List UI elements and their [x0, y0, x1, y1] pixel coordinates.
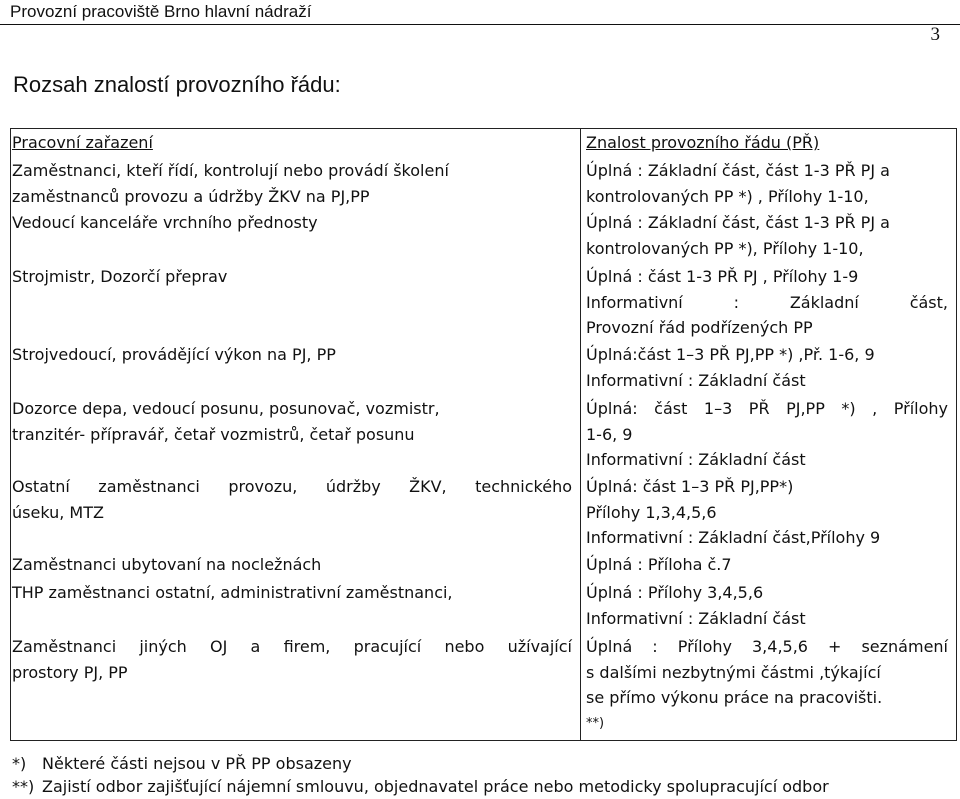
- document-title: Rozsah znalostí provozního řádu:: [13, 72, 341, 97]
- table-row-0-knowledge: [586, 158, 948, 209]
- knowledge-line: Úplná : Základní část, část 1-3 PŘ PJ a: [586, 161, 890, 180]
- role-line: Strojmistr, Dozorčí přeprav: [12, 267, 228, 286]
- table-row-6-role: [12, 552, 572, 578]
- knowledge-line: **): [586, 715, 605, 731]
- column-header-role-text: Pracovní zařazení: [12, 133, 153, 152]
- role-line: THP zaměstnanci ostatní, administrativní zaměstnanci,: [12, 583, 453, 602]
- column-header-knowledge-text: Znalost provozního řádu (PŘ): [586, 133, 820, 152]
- knowledge-line: kontrolovaných PP *), Přílohy 1-10,: [586, 238, 864, 258]
- table-row-3-role: [12, 342, 572, 368]
- header-rule: [0, 24, 960, 25]
- table-row-5-knowledge: [586, 474, 948, 551]
- knowledge-line: Úplná:část 1–3 PŘ PJ,PP *) ,Př. 1-6, 9: [586, 345, 875, 364]
- table-row-3-knowledge: [586, 342, 948, 393]
- table-row-4-knowledge: [586, 396, 948, 473]
- knowledge-line: Úplná: část 1–3 PŘ PJ,PP *) , Přílohy: [586, 399, 948, 418]
- footnote-1: [12, 753, 352, 775]
- table-row-2-knowledge: [586, 264, 948, 341]
- table-row-2-role: [12, 264, 572, 290]
- knowledge-line: s dalšími nezbytnými částmi ,týkající: [586, 662, 881, 682]
- table-row-4-role: [12, 396, 572, 447]
- knowledge-line: kontrolovaných PP *) , Přílohy 1-10,: [586, 186, 869, 206]
- footnote-mark: *): [12, 754, 27, 773]
- role-line: Zaměstnanci ubytovaní na nocležnách: [12, 555, 322, 574]
- column-divider: [580, 128, 581, 741]
- knowledge-line: Přílohy 1,3,4,5,6: [586, 502, 717, 522]
- page-number: 3: [930, 24, 940, 45]
- knowledge-line: Úplná : Přílohy 3,4,5,6 + seznámení: [586, 637, 948, 656]
- knowledge-line: Úplná : část 1-3 PŘ PJ , Přílohy 1-9: [586, 267, 859, 286]
- table-row-0-role: [12, 158, 572, 209]
- column-header-role: [12, 130, 572, 156]
- knowledge-line: Informativní : Základní část: [586, 608, 806, 628]
- role-line: Zaměstnanci, kteří řídí, kontrolují nebo provádí školení: [12, 161, 449, 180]
- role-line: prostory PJ, PP: [12, 662, 128, 682]
- table-row-6-knowledge: [586, 552, 948, 578]
- role-line: Zaměstnanci jiných OJ a firem, pracující nebo užívající: [12, 637, 572, 656]
- knowledge-line: Úplná : Základní část, část 1-3 PŘ PJ a: [586, 213, 890, 232]
- knowledge-line: Provozní řád podřízených PP: [586, 318, 813, 337]
- knowledge-line: Úplná : Příloha č.7: [586, 555, 732, 574]
- role-line: tranzitér- přípravář, četař vozmistrů, četař posunu: [12, 424, 415, 444]
- table-row-1-role: [12, 210, 572, 236]
- knowledge-line: Informativní : Základní část,Přílohy 9: [586, 528, 881, 547]
- role-line: Vedoucí kanceláře vrchního přednosty: [12, 213, 318, 232]
- table-row-1-knowledge: [586, 210, 948, 261]
- knowledge-line: Informativní : Základní část: [586, 450, 806, 469]
- role-line: zaměstnanců provozu a údržby ŽKV na PJ,PP: [12, 186, 370, 206]
- footnote-text: Některé části nejsou v PŘ PP obsazeny: [42, 754, 352, 773]
- knowledge-line: Úplná : Přílohy 3,4,5,6: [586, 583, 764, 602]
- knowledge-line: Informativní : Základní část: [586, 370, 806, 390]
- knowledge-line: se přímo výkonu práce na pracovišti.: [586, 688, 883, 707]
- footnote-2: [12, 776, 829, 798]
- table-row-7-knowledge: [586, 580, 948, 631]
- footnote-text: Zajistí odbor zajišťující nájemní smlouvu, objednavatel práce nebo metodicky spolupracující odbor: [42, 777, 829, 796]
- role-line: Ostatní zaměstnanci provozu, údržby ŽKV, technického: [12, 477, 572, 496]
- table-row-7-role: [12, 580, 572, 606]
- column-header-knowledge: [586, 130, 948, 156]
- role-line: Strojvedoucí, provádějící výkon na PJ, PP: [12, 345, 336, 364]
- footnote-mark: **): [12, 777, 35, 796]
- table-row-5-role: [12, 474, 572, 525]
- knowledge-line: Úplná: část 1–3 PŘ PJ,PP*): [586, 477, 794, 496]
- role-line: Dozorce depa, vedoucí posunu, posunovač, vozmistr,: [12, 399, 440, 418]
- header-title: Provozní pracoviště Brno hlavní nádraží: [10, 2, 312, 21]
- knowledge-line: Informativní : Základní část,: [586, 292, 948, 312]
- role-line: úseku, MTZ: [12, 502, 104, 522]
- knowledge-line: 1-6, 9: [586, 424, 633, 444]
- table-row-8-role: [12, 634, 572, 685]
- table-row-8-knowledge: [586, 634, 948, 736]
